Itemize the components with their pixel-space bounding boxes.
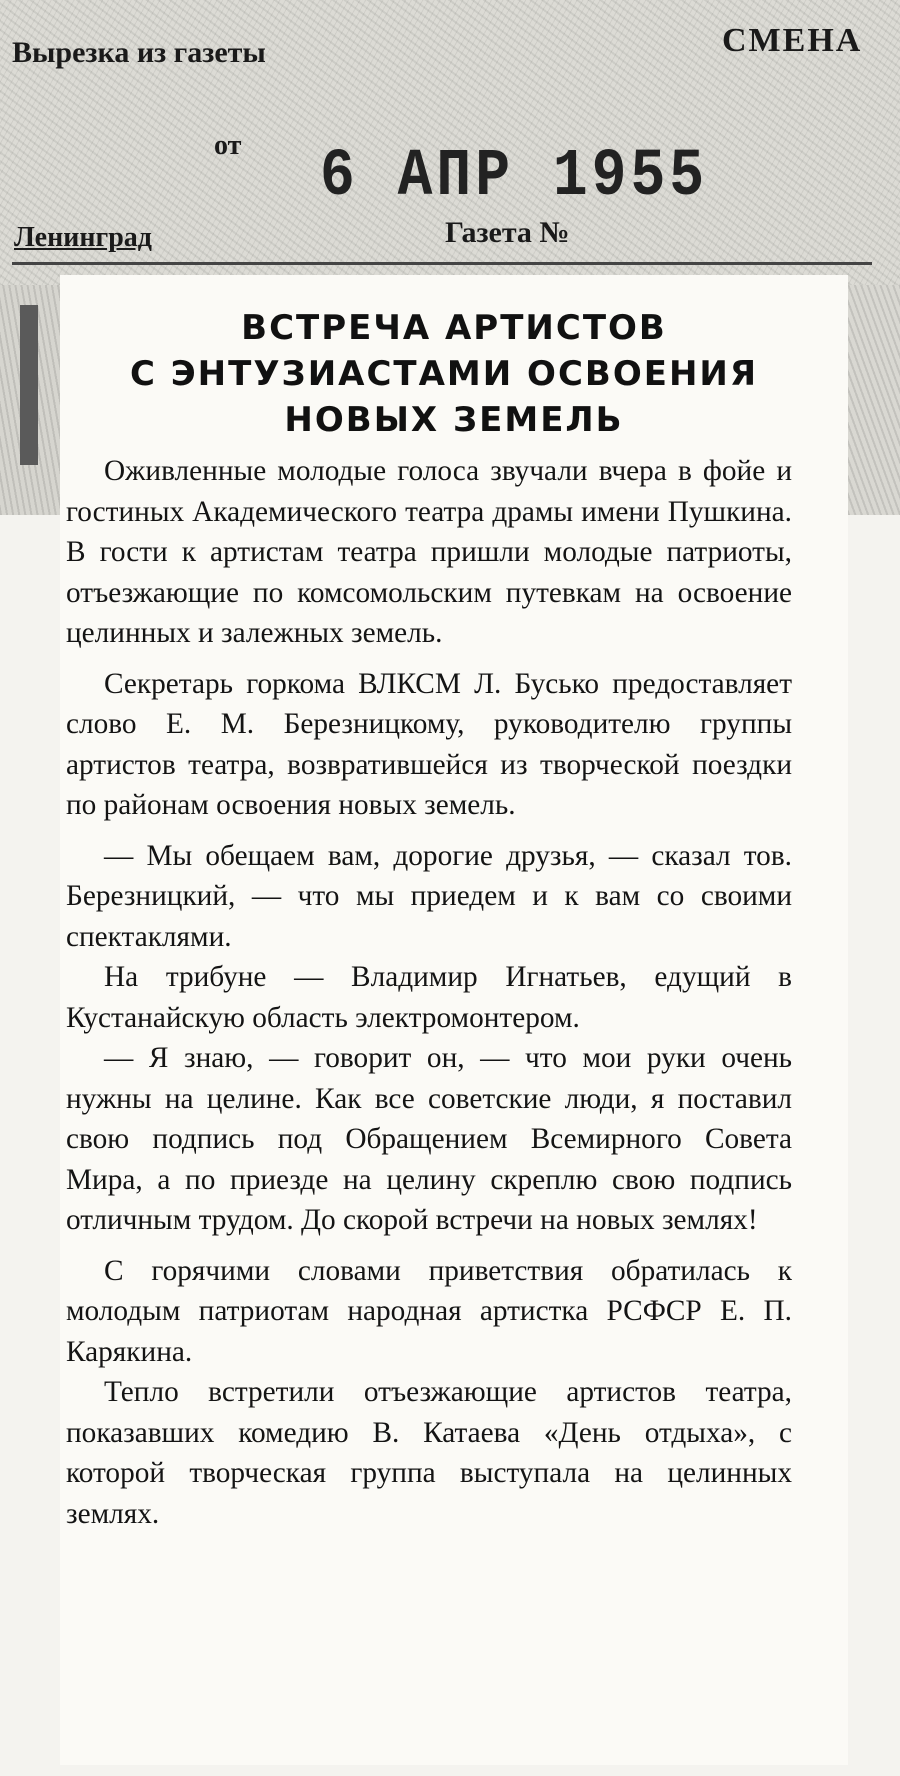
headline-line: С ЭНТУЗИАСТАМИ ОСВОЕНИЯ — [129, 354, 759, 394]
article-paragraph: Секретарь горкома ВЛКСМ Л. Бусько предоставляет слово Е. М. Березницкому, руководителю группы артистов театра, возвратившейся из творческой поездки по районам освоения новых земель. — [66, 667, 792, 821]
article-headline — [60, 305, 848, 443]
article-paragraph: Тепло встретили отъезжающие артистов театра, показавших комедию В. Катаева «День отдыха», с которой творческая группа выступала на целинных землях. — [66, 1376, 792, 1530]
right-edge-strip — [848, 285, 900, 515]
article-body — [66, 451, 792, 1544]
article-paragraph: — Мы обещаем вам, дорогие друзья, — сказал тов. Березницкий, — что мы приедем и к вам со своими спектаклями. — [66, 839, 792, 953]
city-label: Ленинград — [14, 222, 152, 253]
left-edge-strip — [0, 285, 60, 515]
date-prefix-label: от — [214, 130, 242, 161]
issue-number-label: Газета № — [445, 216, 570, 249]
newspaper-name: СМЕНА — [722, 22, 863, 59]
clipping-label: Вырезка из газеты — [12, 36, 266, 69]
article-paragraph: — Я знаю, — говорит он, — что мои руки очень нужны на целине. Как все советские люди, я поставил свою подпись под Обращением Всемирного Совета Мира, а по приезде на целину скреплю свою подпись отличным трудом. До скорой встречи на новых землях! — [66, 1042, 792, 1236]
newspaper-article — [60, 275, 848, 1765]
date-stamp: 6 АПР 1955 — [320, 140, 709, 215]
header-divider — [12, 262, 872, 265]
article-paragraph: Оживленные молодые голоса звучали вчера в фойе и гостиных Академического театра драмы имени Пушкина. В гости к артистам театра пришли молодые патриоты, отъезжающие по комсомольским путевкам на освоение целинных и залежных земель. — [66, 455, 792, 649]
headline-line: НОВЫХ ЗЕМЕЛЬ — [284, 400, 624, 440]
article-paragraph: С горячими словами приветствия обратилась к молодым патриотам народная артистка РСФСР Е. П. Карякина. — [66, 1254, 792, 1368]
clipping-form-header — [0, 0, 900, 285]
headline-line: ВСТРЕЧА АРТИСТОВ — [241, 308, 667, 348]
article-paragraph: На трибуне — Владимир Игнатьев, едущий в Кустанайскую область электромонтером. — [66, 961, 792, 1034]
